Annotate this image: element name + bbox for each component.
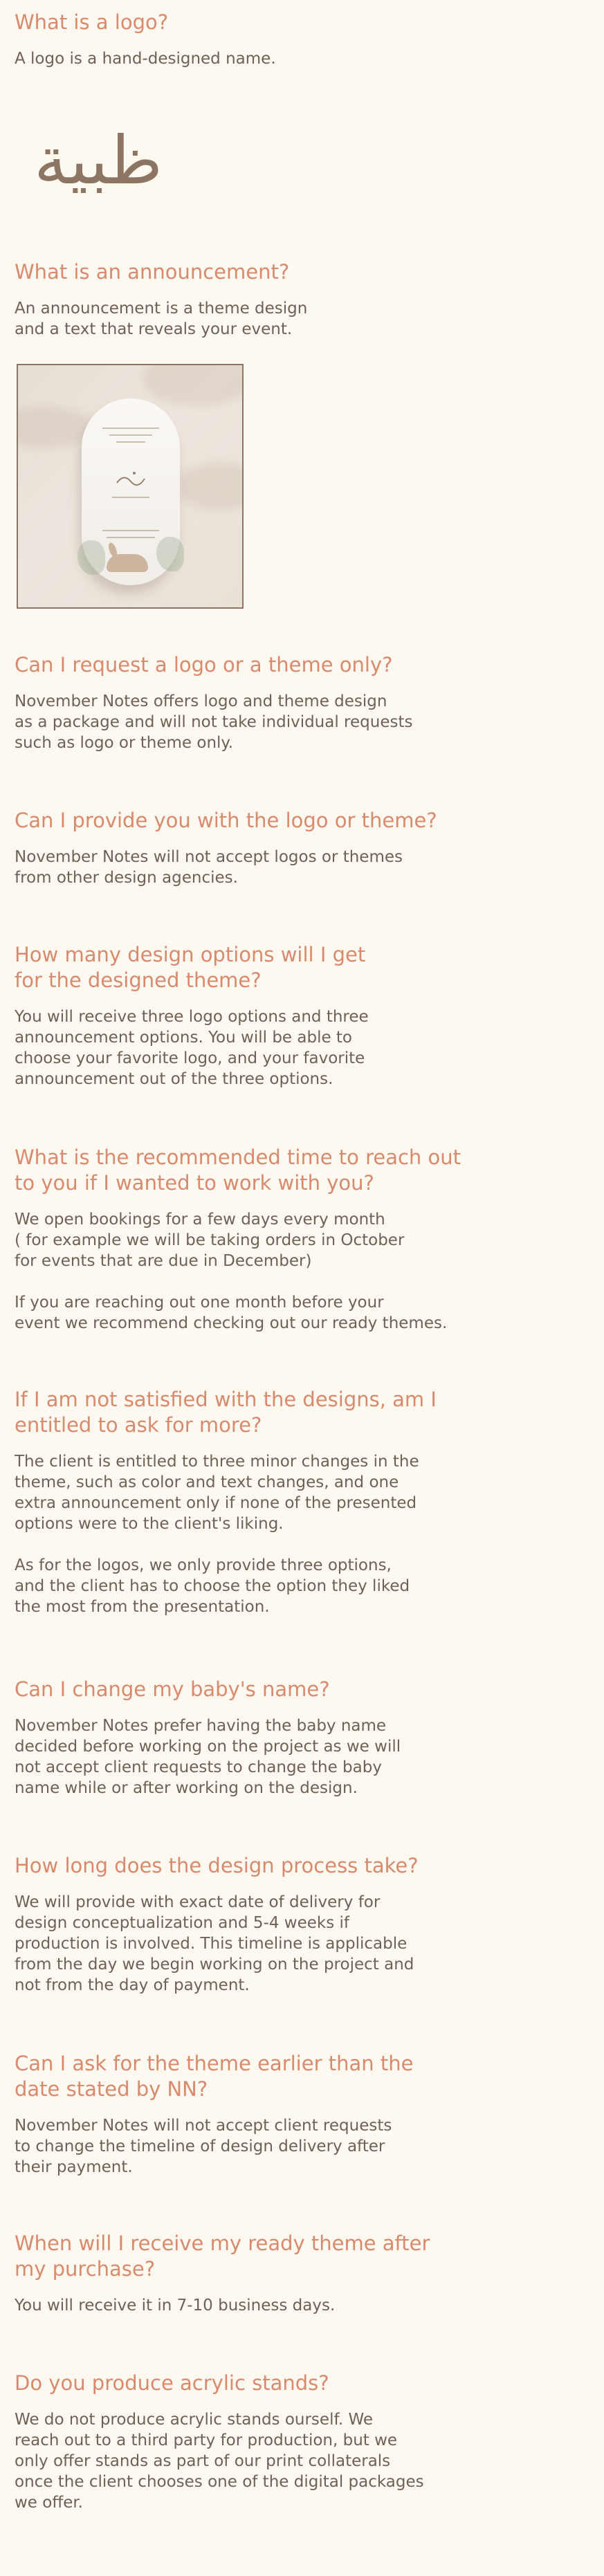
faq-item [15, 2371, 424, 2513]
faq-item [15, 652, 412, 753]
faq-item [15, 1387, 437, 1617]
faq-answer: November Notes will not accept client requests to change the timeline of design delivery after their payment. [15, 2117, 392, 2176]
arabic-calligraphy-logo-icon [15, 107, 181, 211]
faq-question: Can I provide you with the logo or theme? [15, 809, 437, 832]
faq-answer: A logo is a hand-designed name. [15, 50, 276, 68]
faq-answer: We do not produce acrylic stands ourself. We reach out to a third party for production, but we only offer stands as part of our print collaterals once the client chooses one of the digital packages we offer. [15, 2411, 424, 2512]
faq-question: How many design options will I get for the designed theme? [15, 943, 366, 992]
faq-question: What is an announcement? [15, 260, 290, 284]
faq-question: When will I receive my ready theme after my purchase? [15, 2232, 430, 2281]
faq-answer: November Notes offers logo and theme design as a package and will not take individual requests such as logo or theme only. [15, 692, 413, 752]
faq-item [15, 1853, 419, 1996]
announcement-card [82, 398, 180, 585]
faq-item [15, 10, 276, 69]
faq-question: What is a logo? [15, 10, 169, 34]
faq-item [15, 2051, 413, 2178]
faq-answer: We will provide with exact date of delivery for design conceptualization and 5-4 weeks if production is involved. This timeline is applicable from the day we begin working on the project and not from the day of payment. [15, 1893, 414, 1994]
bunny-illustration [107, 554, 148, 572]
logo-text: ظبية [34, 122, 163, 199]
faq-question: Do you produce acrylic stands? [15, 2371, 329, 2395]
faq-question: Can I request a logo or a theme only? [15, 653, 393, 677]
faq-question: If I am not satisfied with the designs, am I entitled to ask for more? [15, 1388, 437, 1437]
faq-item [15, 1145, 461, 1334]
faq-item [15, 259, 307, 340]
logo-sample-image [15, 107, 181, 211]
faq-item [15, 808, 437, 888]
faq-item [15, 2231, 430, 2316]
faq-answer: We open bookings for a few days every month ( for example we will be taking orders in October for events that are due in December) If you are reaching out one month before your event we recommend checking out our ready themes. [15, 1211, 448, 1332]
faq-question: Can I change my baby's name? [15, 1677, 330, 1701]
faq-answer: The client is entitled to three minor changes in the theme, such as color and text changes, and one extra announcement only if none of the presented options were to the client's liking. As for the logos, we only provide three options, and the client has to choose the option they liked the most from the presentation. [15, 1453, 419, 1616]
announcement-mockup-image [17, 364, 244, 609]
mini-logo-icon [113, 468, 148, 488]
faq-question: Can I ask for the theme earlier than the date stated by NN? [15, 2052, 414, 2101]
faq-answer: November Notes prefer having the baby name decided before working on the project as we will not accept client requests to change the baby name while or after working on the design. [15, 1717, 401, 1797]
faq-question: What is the recommended time to reach out to you if I wanted to work with you? [15, 1146, 461, 1195]
faq-item [15, 942, 369, 1089]
faq-question: How long does the design process take? [15, 1854, 419, 1877]
faq-item [15, 1677, 401, 1798]
faq-answer: You will receive three logo options and three announcement options. You will be able to choose your favorite logo, and your favorite announcement out of the three options. [15, 1008, 369, 1088]
faq-answer: November Notes will not accept logos or themes from other design agencies. [15, 848, 403, 887]
faq-answer: An announcement is a theme design and a text that reveals your event. [15, 300, 308, 338]
faq-answer: You will receive it in 7-10 business days. [15, 2297, 336, 2315]
